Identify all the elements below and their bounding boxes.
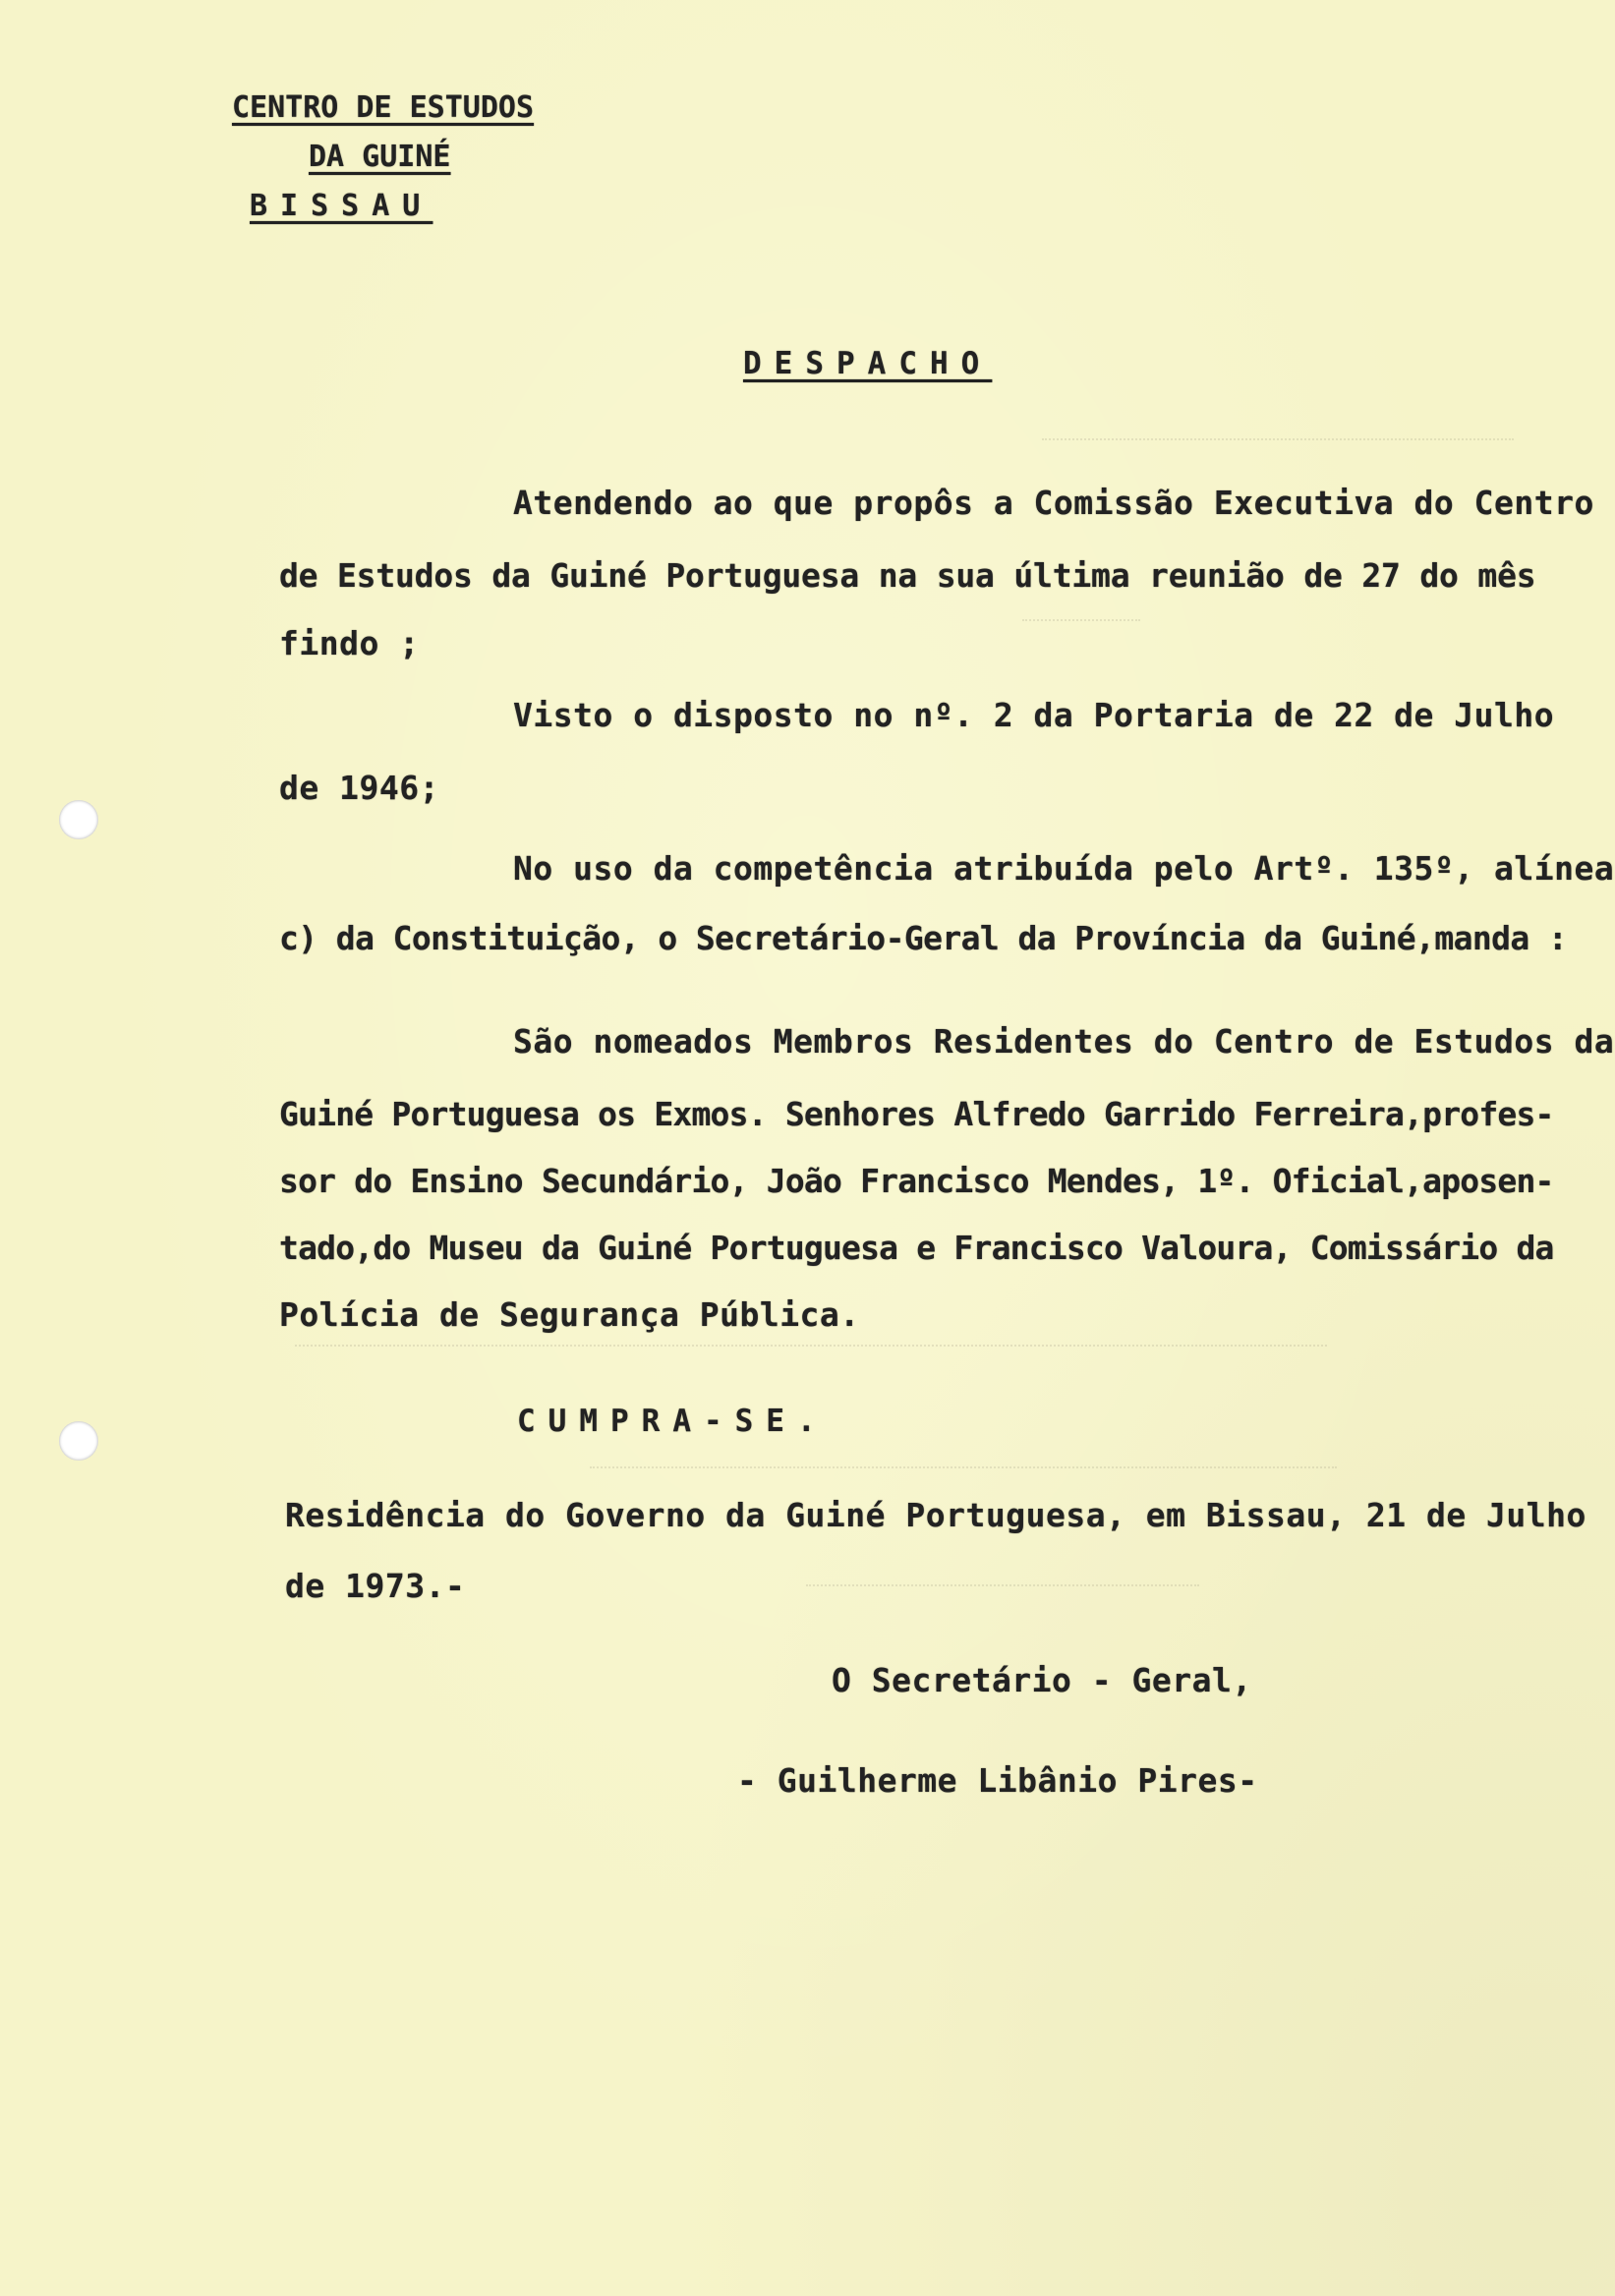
- faint-show-through-line: [1022, 619, 1140, 621]
- residencia-line-1: Residência do Governo da Guiné Portuguesa, em Bissau, 21 de Julho: [285, 1496, 1586, 1534]
- paragraph-4-line-1: São nomeados Membros Residentes do Centro de Estudos da: [513, 1022, 1615, 1061]
- header-line-1: CENTRO DE ESTUDOS: [232, 90, 535, 125]
- paragraph-2-line-1: Visto o disposto no nº. 2 da Portaria de 22 de Julho: [513, 696, 1555, 734]
- signature-role: O Secretário - Geral,: [832, 1661, 1252, 1699]
- header-line-2: DA GUINÉ: [309, 140, 451, 174]
- document-title: DESPACHO: [743, 346, 993, 381]
- paragraph-1-line-3: findo ;: [279, 624, 420, 662]
- residencia-line-2: de 1973.-: [285, 1567, 466, 1605]
- faint-show-through-line: [1042, 438, 1514, 440]
- faint-show-through-line: [806, 1584, 1199, 1586]
- paragraph-1-line-2: de Estudos da Guiné Portuguesa na sua última reunião de 27 do mês: [279, 556, 1536, 595]
- paragraph-4-line-5: Polícia de Segurança Pública.: [279, 1295, 860, 1334]
- punch-hole-top: [59, 800, 98, 839]
- paragraph-4-line-2: Guiné Portuguesa os Exmos. Senhores Alfredo Garrido Ferreira,profes-: [279, 1095, 1554, 1133]
- punch-hole-bottom: [59, 1421, 98, 1461]
- header-line-3: BISSAU: [250, 189, 433, 223]
- paragraph-3-line-1: No uso da competência atribuída pelo Artº. 135º, alínea: [513, 849, 1615, 888]
- signature-name: - Guilherme Libânio Pires-: [737, 1761, 1258, 1800]
- paragraph-4-line-4: tado,do Museu da Guiné Portuguesa e Francisco Valoura, Comissário da: [279, 1229, 1554, 1267]
- faint-show-through-line: [295, 1345, 1327, 1347]
- faint-show-through-line: [590, 1466, 1337, 1468]
- paragraph-1-line-1: Atendendo ao que propôs a Comissão Executiva do Centro: [513, 484, 1594, 522]
- paragraph-4-line-3: sor do Ensino Secundário, João Francisco Mendes, 1º. Oficial,aposen-: [279, 1162, 1554, 1200]
- cumpra-se: CUMPRA-SE.: [517, 1404, 829, 1439]
- paragraph-2-line-2: de 1946;: [279, 769, 439, 807]
- paragraph-3-line-2: c) da Constituição, o Secretário-Geral da Província da Guiné,manda :: [279, 919, 1568, 957]
